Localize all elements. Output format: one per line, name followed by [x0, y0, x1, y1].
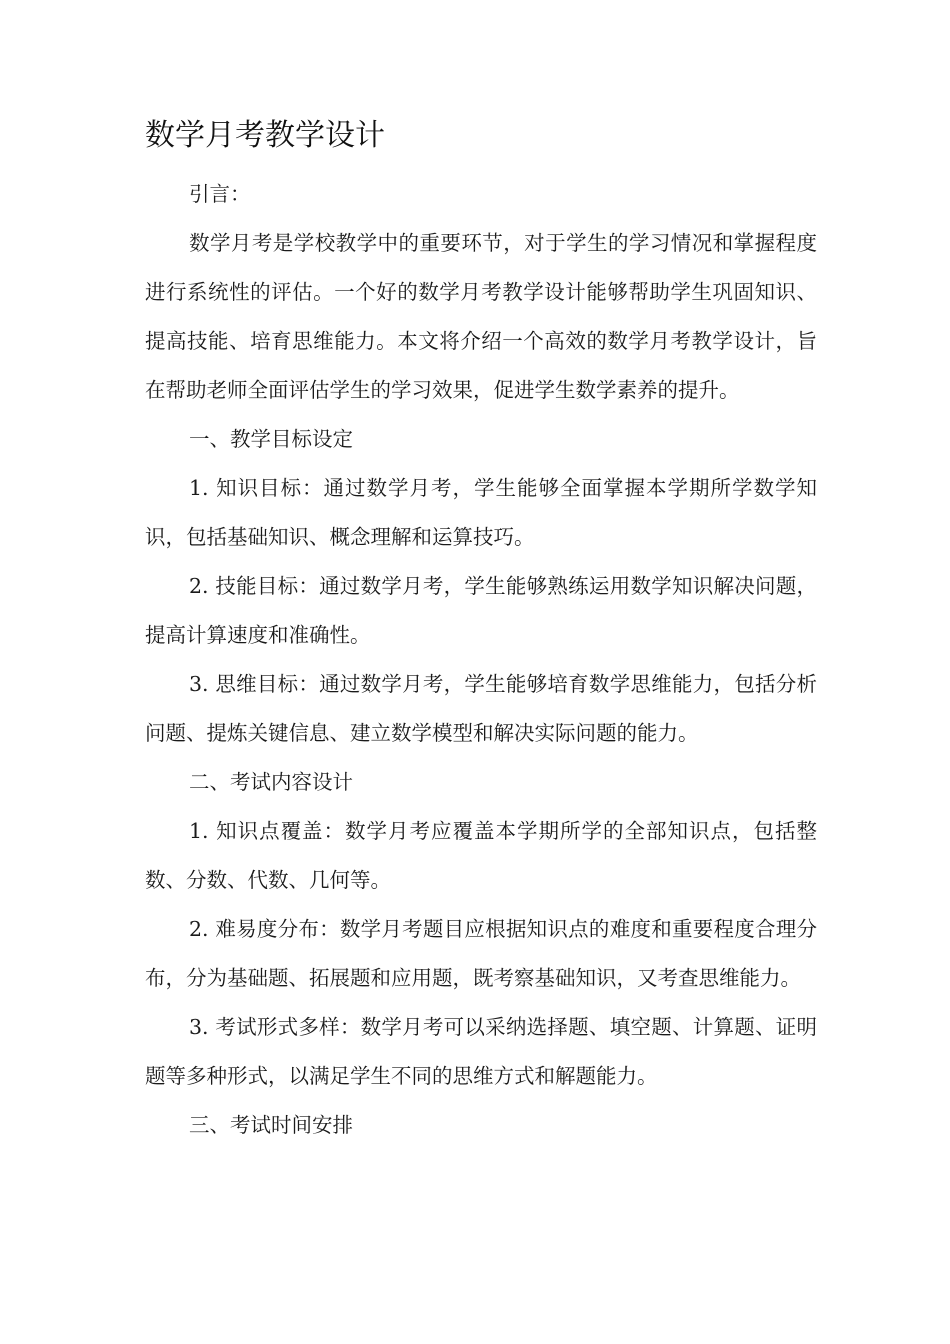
document-title: 数学月考教学设计 [145, 118, 385, 153]
paragraph-intro-text: 数学月考是学校教学中的重要环节，对于学生的学习情况和掌握程度进行系统性的评估。一个好的数学月考教学设计能够帮助学生巩固知识、提高技能、培育思维能力。本文将介绍一个高效的数学月考教学设计，旨在帮助老师全面评估学生的学习效果，促进学生数学素养的提升。 [145, 231, 817, 402]
section-heading-schedule: 三、考试时间安排 [189, 1113, 353, 1137]
paragraph-goal-thinking: 3. 思维目标：通过数学月考，学生能够培育数学思维能力，包括分析问题、提炼关键信息、建立数学模型和解决实际问题的能力。 [145, 672, 817, 745]
paragraph-content-difficulty: 2. 难易度分布：数学月考题目应根据知识点的难度和重要程度合理分布，分为基础题、拓展题和应用题，既考察基础知识，又考查思维能力。 [145, 917, 817, 990]
paragraph-goal-knowledge: 1. 知识目标：通过数学月考，学生能够全面掌握本学期所学数学知识，包括基础知识、概念理解和运算技巧。 [145, 476, 817, 549]
paragraph-content-format: 3. 考试形式多样：数学月考可以采纳选择题、填空题、计算题、证明题等多种形式，以满足学生不同的思维方式和解题能力。 [145, 1015, 817, 1088]
section-heading-goals: 一、教学目标设定 [189, 427, 353, 451]
section-heading-content: 二、考试内容设计 [189, 770, 353, 794]
document-body [145, 170, 817, 1150]
paragraph-goal-skill: 2. 技能目标：通过数学月考，学生能够熟练运用数学知识解决问题，提高计算速度和准确性。 [145, 574, 817, 647]
paragraph-intro-label: 引言： [189, 182, 251, 206]
paragraph-content-coverage: 1. 知识点覆盖：数学月考应覆盖本学期所学的全部知识点，包括整数、分数、代数、几何等。 [145, 819, 817, 892]
